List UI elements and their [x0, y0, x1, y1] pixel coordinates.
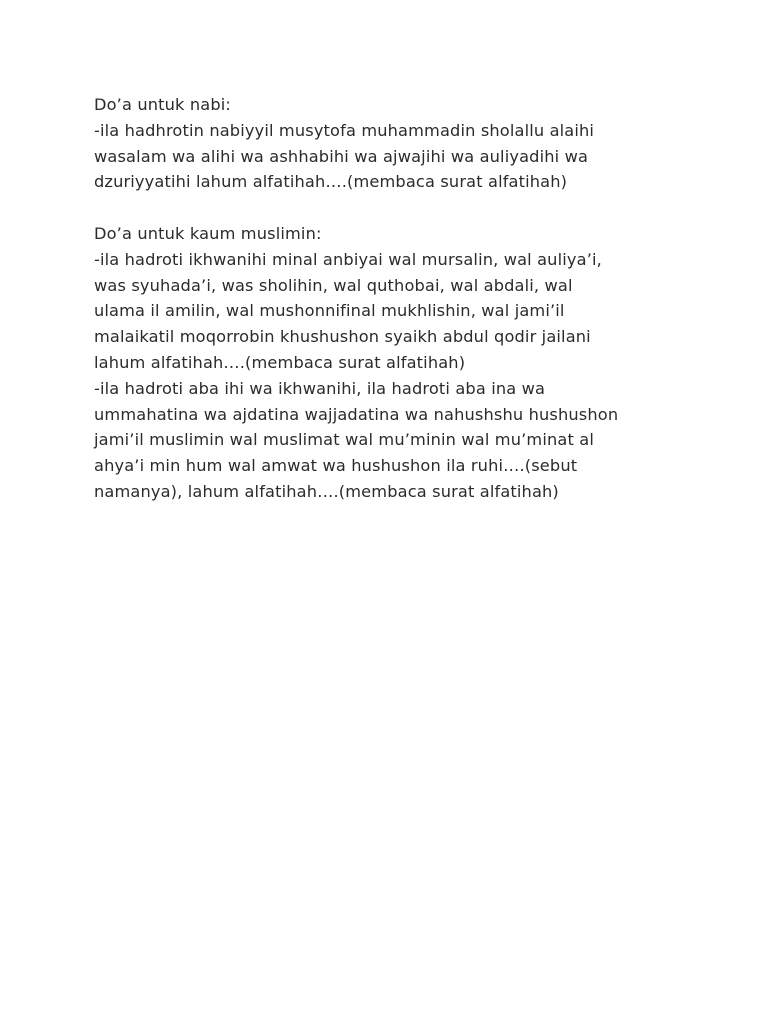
- section-doa-nabi: [94, 92, 694, 195]
- text-line: wasalam wa alihi wa ashhabihi wa ajwajihi wa auliyadihi wa: [94, 146, 589, 166]
- document-body: [94, 92, 694, 505]
- text-line: dzuriyyatihi lahum alfatihah….(membaca surat alfatihah): [94, 172, 568, 192]
- text-line: -ila hadroti aba ihi wa ikhwanihi, ila hadroti aba ina wa: [94, 378, 546, 398]
- text-line: was syuhada’i, was sholihin, wal quthobai, wal abdali, wal: [94, 275, 573, 295]
- text-line: namanya), lahum alfatihah….(membaca surat alfatihah): [94, 481, 559, 501]
- text-line: -ila hadroti ikhwanihi minal anbiyai wal mursalin, wal auliya’i,: [94, 249, 602, 269]
- section-doa-kaum-muslimin: [94, 221, 694, 505]
- text-line: ummahatina wa ajdatina wajjadatina wa nahushshu hushushon: [94, 404, 619, 424]
- text-line: ulama il amilin, wal mushonnifinal mukhlishin, wal jami’il: [94, 301, 565, 321]
- text-line: malaikatil moqorrobin khushushon syaikh abdul qodir jailani: [94, 327, 591, 347]
- text-line: -ila hadhrotin nabiyyil musytofa muhammadin sholallu alaihi: [94, 120, 595, 140]
- text-line: jami’il muslimin wal muslimat wal mu’minin wal mu’minat al: [94, 430, 594, 450]
- text-line: lahum alfatihah….(membaca surat alfatihah): [94, 352, 466, 372]
- section-heading: Do’a untuk nabi:: [94, 95, 232, 114]
- section-heading: Do’a untuk kaum muslimin:: [94, 223, 322, 243]
- text-line: ahya’i min hum wal amwat wa hushushon ila ruhi….(sebut: [94, 456, 578, 476]
